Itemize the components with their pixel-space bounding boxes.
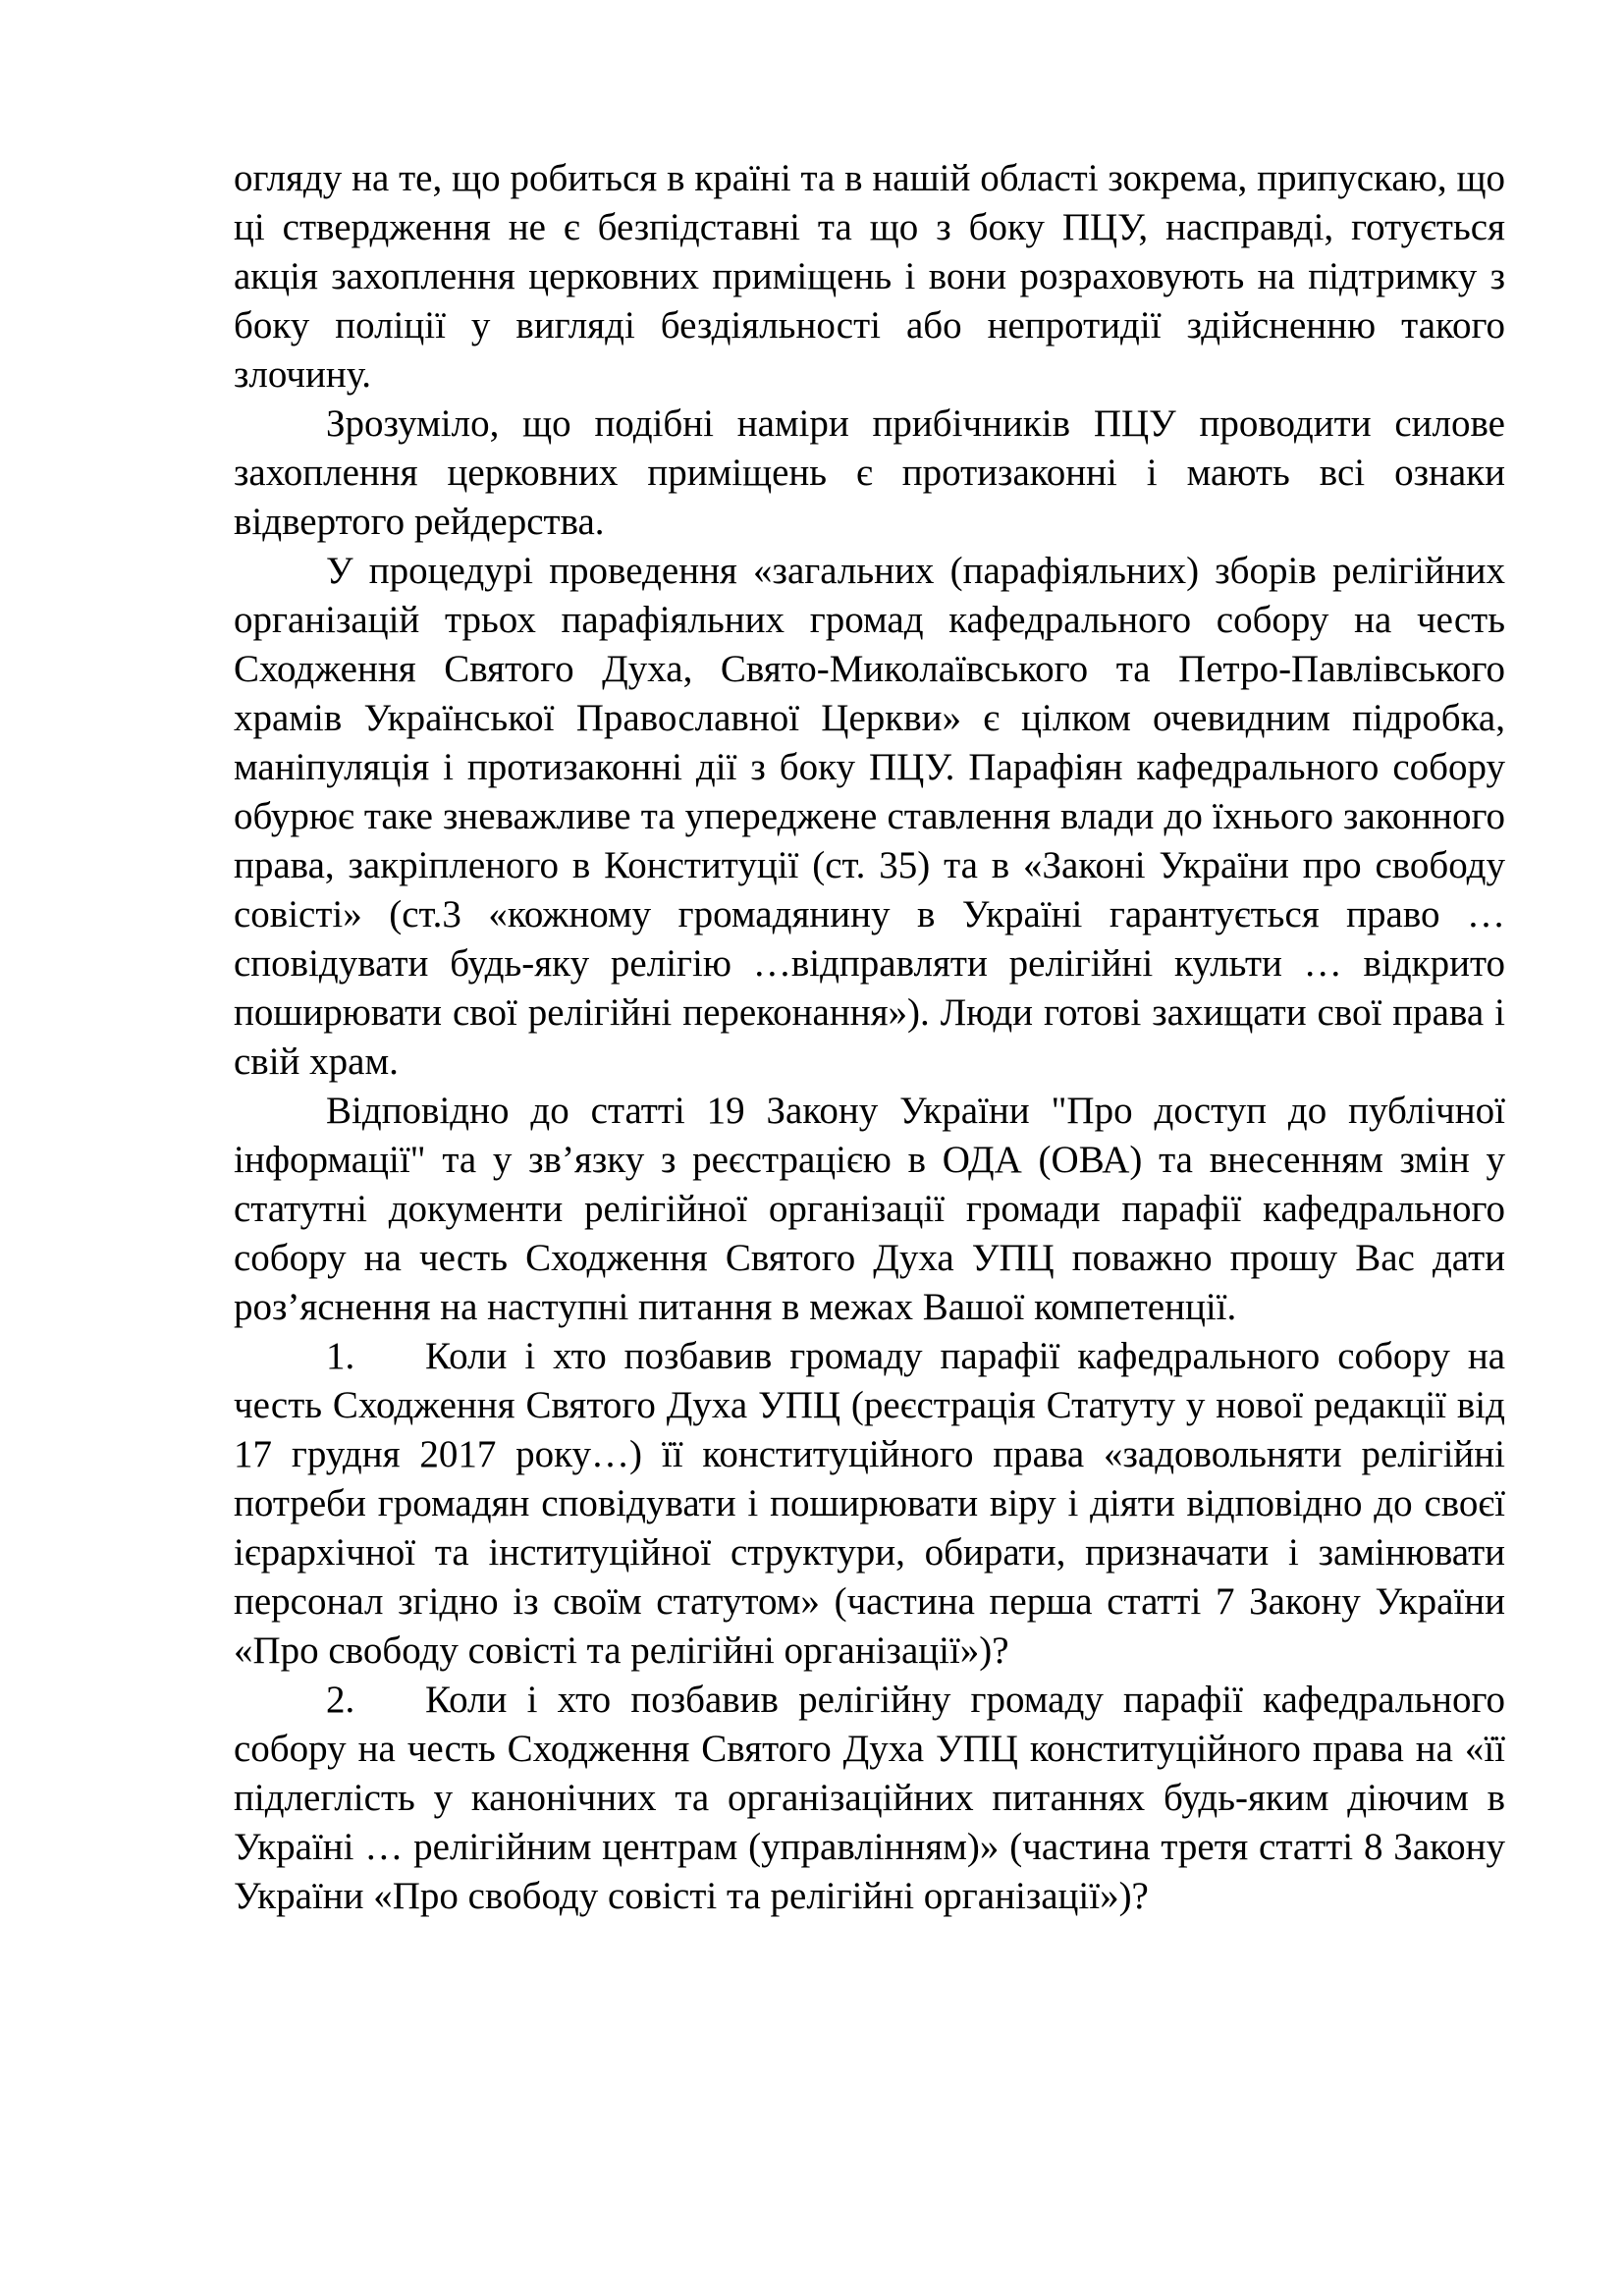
item-1-text: Коли і хто позбавив громаду парафії кафедрального собору на честь Сходження Святого Духа УПЦ (реєстрація Статуту у нової редакції від 17 грудня 2017 року…) її конституційного права «задовольняти релігійні потреби громадян сповідувати і поширювати віру і діяти відповідно до своєї ієрархічної та інституційної структури, обирати, призначати і замінювати персонал згідно із своїм статутом» (частина перша статті 7 Закону України «Про свободу совісті та релігійні організації»)? <box>234 1335 1505 1672</box>
numbered-item-1 <box>234 1332 1505 1676</box>
paragraph-procedure-violation: У процедурі проведення «загальних (парафіяльних) зборів релігійних організацій трьох парафіяльних громад кафедрального собору на честь Сходження Святого Духа, Свято-Миколаївського та Петро-Павлівського храмів Української Православної Церкви» є цілком очевидним підробка, маніпуляція і протизаконні дії з боку ПЦУ. Парафіян кафедрального собору обурює таке зневажливе та упереджене ставлення влади до їхнього законного права, закріпленого в Конституції (ст. 35) та в «Законі України про свободу совісті» (ст.3 «кожному громадянину в Україні гарантується право … сповідувати будь-яку релігію …відправляти релігійні культи … відкрито поширювати свої релігійні переконання»). Люди готові захищати свої права і свій храм. <box>234 550 1505 1083</box>
paragraph-conclusion-raiding: Зрозуміло, що подібні наміри прибічників ПЦУ проводити силове захоплення церковних приміщень є протизаконні і мають всі ознаки відвертого рейдерства. <box>234 402 1505 543</box>
item-1-number: 1. <box>326 1335 355 1377</box>
numbered-item-2 <box>234 1676 1505 1921</box>
item-2-number: 2. <box>326 1679 355 1721</box>
item-2-text: Коли і хто позбавив релігійну громаду парафії кафедрального собору на честь Сходження Святого Духа УПЦ конституційного права на «її підлеглість у канонічних та організаційних питаннях будь-яким діючим в Україні … релігійним центрам (управлінням)» (частина третя статті 8 Закону України «Про свободу совісті та релігійні організації»)? <box>234 1679 1505 1917</box>
paragraph-continuation: огляду на те, що робиться в країні та в нашій області зокрема, припускаю, що ці ствердження не є безпідставні та що з боку ПЦУ, насправді, готується акція захоплення церковних приміщень і вони розраховують на підтримку з боку поліції у вигляді бездіяльності або непротидії здійсненню такого злочину. <box>234 157 1505 396</box>
paragraph-request-basis: Відповідно до статті 19 Закону України "Про доступ до публічної інформації" та у зв’язку з реєстрацією в ОДА (ОВА) та внесенням змін у статутні документи релігійної організації громади парафії кафедрального собору на честь Сходження Святого Духа УПЦ поважно прошу Вас дати роз’яснення на наступні питання в межах Вашої компетенції. <box>234 1090 1505 1328</box>
